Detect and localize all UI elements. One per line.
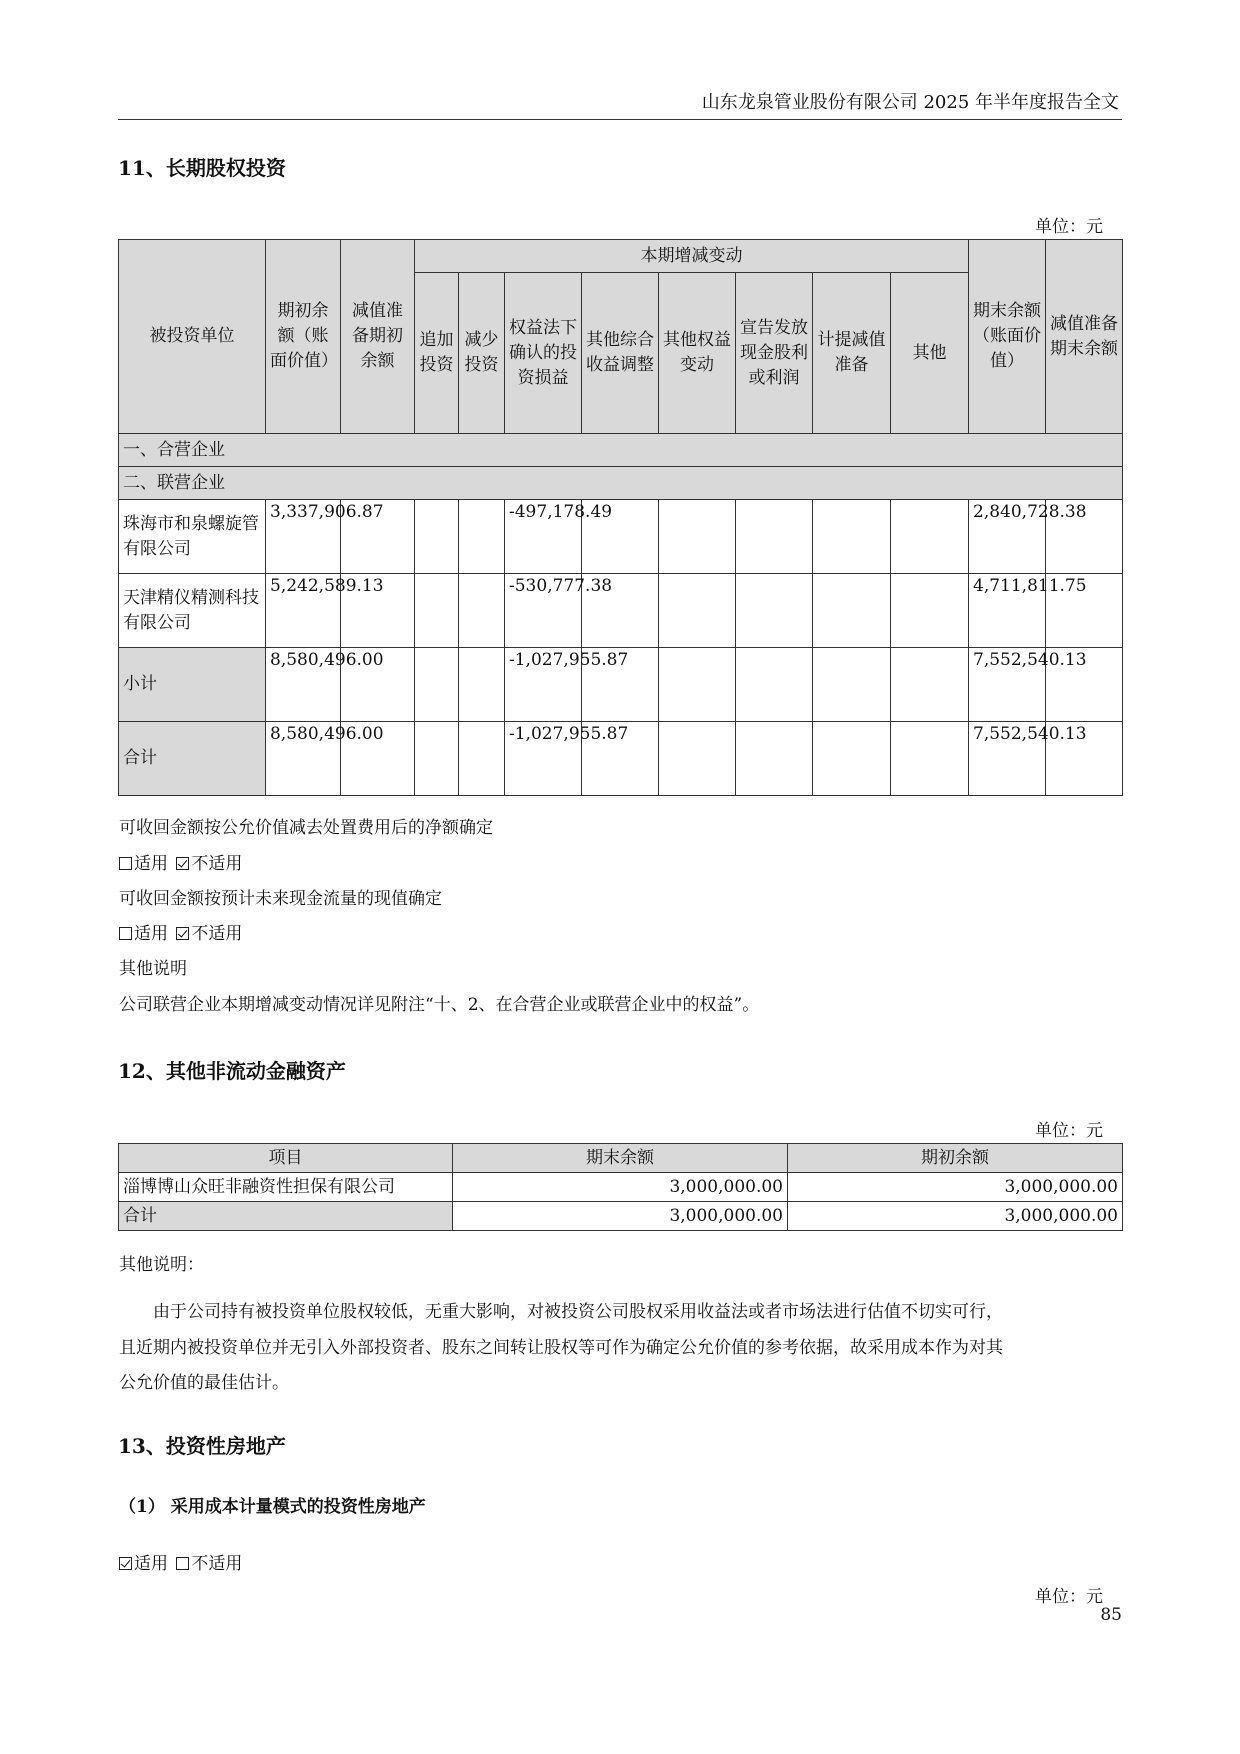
subtotal-label: 小计 <box>119 648 266 722</box>
section-12-note-line-1: 由于公司持有被投资单位股权较低，无重大影响，对被投资公司股权采用收益法或者市场法进行估值不切实可行， <box>153 1302 1003 1322</box>
total-row <box>119 722 1123 796</box>
col-group-changes: 本期增减变动 <box>415 240 969 273</box>
total-opening: 8,580,496.00 <box>266 722 341 796</box>
applicable-label: 适用 <box>134 924 168 944</box>
applicability-row-1 <box>119 849 242 874</box>
col-add-investment: 追加投资 <box>415 273 459 434</box>
col-opening: 期初余额 <box>788 1144 1123 1173</box>
col-closing-impairment: 减值准备期末余额 <box>1046 240 1123 434</box>
total-label: 合计 <box>119 722 266 796</box>
subtotal-opening: 8,580,496.00 <box>266 648 341 722</box>
checkbox-unchecked-icon <box>176 1557 189 1570</box>
section-associates: 二、联营企业 <box>119 467 1123 500</box>
section-13-subheading: （1） 采用成本计量模式的投资性房地产 <box>119 1497 426 1517</box>
section-13-heading: 13、投资性房地产 <box>118 1434 286 1458</box>
equity-gain-value: -497,178.49 <box>505 500 582 574</box>
col-closing-balance: 期末余额（账面价值） <box>969 240 1046 434</box>
col-equity-method-gain: 权益法下确认的投资损益 <box>505 273 582 434</box>
col-opening-impairment: 减值准备期初余额 <box>341 240 415 434</box>
opening-value: 3,000,000.00 <box>788 1173 1123 1202</box>
col-cash-dividend: 宣告发放现金股利或利润 <box>736 273 813 434</box>
opening-balance-value: 3,337,906.87 <box>266 500 341 574</box>
section-12-note-line-3: 公允价值的最佳估计。 <box>119 1373 289 1393</box>
section-13-unit: 单位：元 <box>1035 1587 1103 1607</box>
item-name: 合计 <box>119 1202 453 1231</box>
other-noncurrent-financial-assets-table <box>118 1143 1123 1231</box>
subtotal-equity-gain: -1,027,955.87 <box>505 648 582 722</box>
other-note-title: 其他说明 <box>119 959 187 979</box>
investee-name: 珠海市和泉螺旋管有限公司 <box>119 500 266 574</box>
section-12-unit: 单位：元 <box>1035 1121 1103 1141</box>
applicable-label: 适用 <box>134 854 168 874</box>
item-name: 淄博博山众旺非融资性担保有限公司 <box>119 1173 453 1202</box>
other-note-text: 公司联营企业本期增减变动情况详见附注“十、2、在合营企业或联营企业中的权益”。 <box>119 995 760 1015</box>
checkbox-unchecked-icon <box>119 857 132 870</box>
long-term-equity-investment-table <box>118 239 1123 796</box>
equity-gain-value: -530,777.38 <box>505 574 582 648</box>
opening-value: 3,000,000.00 <box>788 1202 1123 1231</box>
total-row <box>119 1202 1123 1231</box>
total-closing: 7,552,540.13 <box>969 722 1046 796</box>
checkbox-unchecked-icon <box>119 927 132 940</box>
header-divider <box>118 119 1122 120</box>
subtotal-closing: 7,552,540.13 <box>969 648 1046 722</box>
recoverable-fair-value-note: 可收回金额按公允价值减去处置费用后的净额确定 <box>119 818 493 838</box>
not-applicable-label: 不适用 <box>191 1554 243 1574</box>
closing-balance-value: 2,840,728.38 <box>969 500 1046 574</box>
closing-value: 3,000,000.00 <box>453 1202 788 1231</box>
table-row <box>119 574 1123 648</box>
col-item: 项目 <box>119 1144 453 1173</box>
section-joint-ventures: 一、合营企业 <box>119 434 1123 467</box>
total-equity-gain: -1,027,955.87 <box>505 722 582 796</box>
checkbox-checked-icon <box>119 1557 132 1570</box>
section-11-unit: 单位：元 <box>1035 217 1103 237</box>
col-opening-balance: 期初余额（账面价值） <box>266 240 341 434</box>
col-oci-adjustment: 其他综合收益调整 <box>582 273 659 434</box>
page-header-title: 山东龙泉管业股份有限公司 2025 年半年度报告全文 <box>701 92 1119 113</box>
section-12-note-line-2: 且近期内被投资单位并无引入外部投资者、股东之间转让股权等可作为确定公允价值的参考依据，故采用成本作为对其 <box>119 1338 1003 1358</box>
closing-balance-value: 4,711,811.75 <box>969 574 1046 648</box>
page-number: 85 <box>1100 1605 1122 1625</box>
not-applicable-label: 不适用 <box>191 854 243 874</box>
col-investee: 被投资单位 <box>119 240 266 434</box>
closing-value: 3,000,000.00 <box>453 1173 788 1202</box>
investee-name: 天津精仪精测科技有限公司 <box>119 574 266 648</box>
section-11-heading: 11、长期股权投资 <box>118 156 286 180</box>
table-row <box>119 500 1123 574</box>
not-applicable-label: 不适用 <box>191 924 243 944</box>
applicable-label: 适用 <box>134 1554 168 1574</box>
col-reduce-investment: 减少投资 <box>459 273 505 434</box>
checkbox-checked-icon <box>176 927 189 940</box>
col-impairment-provision: 计提减值准备 <box>813 273 891 434</box>
section-12-other-title: 其他说明： <box>119 1255 204 1275</box>
col-closing: 期末余额 <box>453 1144 788 1173</box>
applicability-row-2 <box>119 919 242 944</box>
opening-balance-value: 5,242,589.13 <box>266 574 341 648</box>
recoverable-pv-note: 可收回金额按预计未来现金流量的现值确定 <box>119 889 442 909</box>
section-12-heading: 12、其他非流动金融资产 <box>118 1059 346 1083</box>
checkbox-checked-icon <box>176 857 189 870</box>
col-other: 其他 <box>891 273 969 434</box>
section-13-applicability <box>119 1549 242 1574</box>
col-other-equity-change: 其他权益变动 <box>659 273 736 434</box>
table-row <box>119 1173 1123 1202</box>
subtotal-row <box>119 648 1123 722</box>
